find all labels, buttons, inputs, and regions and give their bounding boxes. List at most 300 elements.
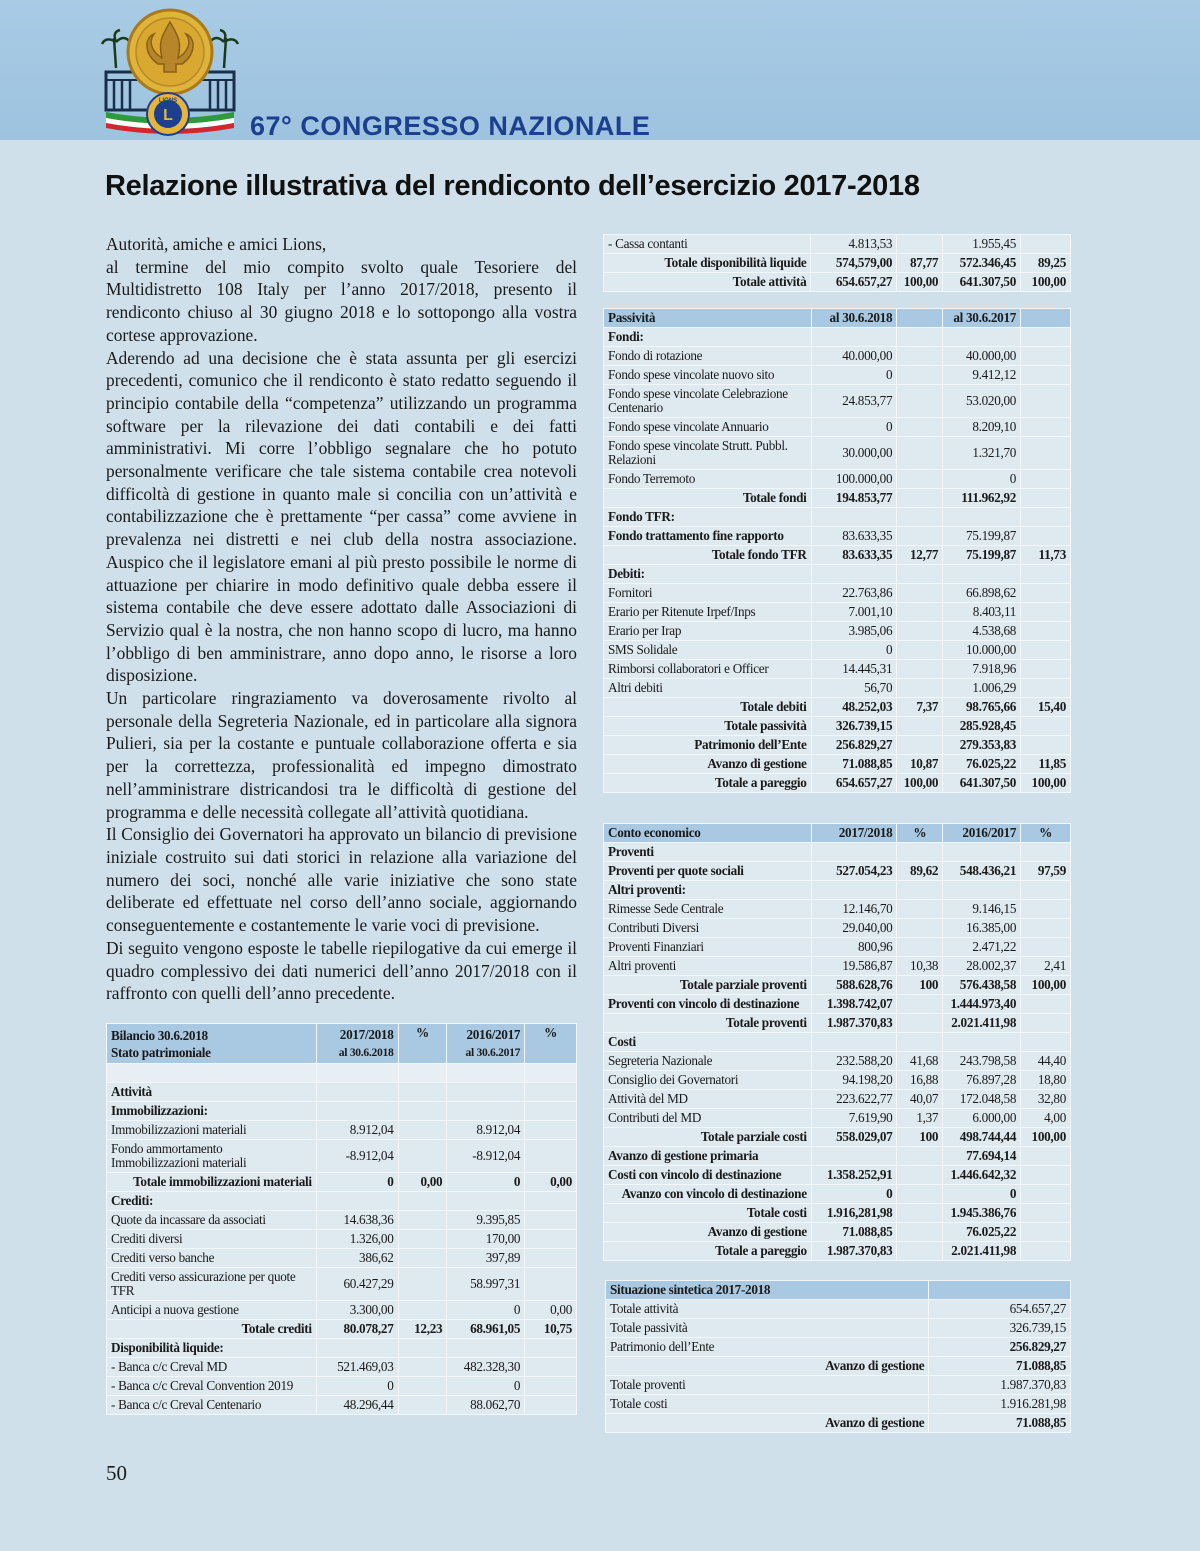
row-value [1021, 736, 1071, 755]
row-value [1021, 347, 1071, 366]
row-value [897, 584, 943, 603]
row-value: 9.395,85 [447, 1210, 525, 1229]
row-value [943, 881, 1021, 900]
row-value [316, 1082, 398, 1101]
row-value [398, 1120, 447, 1139]
row-value: 29.040,00 [811, 919, 897, 938]
row-value [1021, 603, 1071, 622]
row-value: 7.918,96 [943, 660, 1021, 679]
row-value: 256.829,27 [929, 1338, 1071, 1357]
table-row [604, 254, 1071, 273]
row-value [398, 1357, 447, 1376]
row-value [1021, 1204, 1071, 1223]
row-value [1021, 584, 1071, 603]
table-row [604, 976, 1071, 995]
header-cell: % [398, 1024, 447, 1064]
row-value [897, 1147, 943, 1166]
row-value [897, 736, 943, 755]
row-value: 32,80 [1021, 1090, 1071, 1109]
row-label: Proventi [604, 843, 812, 862]
row-value: 0,00 [525, 1172, 577, 1191]
row-label: Crediti verso assicurazione per quote TFR [107, 1267, 317, 1300]
row-value: 8.912,04 [316, 1120, 398, 1139]
row-value: 18,80 [1021, 1071, 1071, 1090]
row-value [1021, 1185, 1071, 1204]
row-value: 75.199,87 [943, 527, 1021, 546]
row-label: - Banca c/c Creval MD [107, 1357, 317, 1376]
row-value [1021, 900, 1071, 919]
row-label: Debiti: [604, 565, 812, 584]
header-cell [897, 309, 943, 328]
intro-paragraph: Il Consiglio dei Governatori ha approvato un bilancio di previsione iniziale costruito sui dati storici in relazione alla variazione del numero dei soci, nonché alle varie iniziative che sono state deliberate ed effettuate nel corso dell’anno sociale, aggiornando conseguentemente e costantemente le varie voci di previsione. [106, 824, 577, 936]
row-label: Attività [107, 1082, 317, 1101]
table-row [604, 489, 1071, 508]
row-value: 548.436,21 [943, 862, 1021, 881]
row-value [1021, 470, 1071, 489]
row-label: Fondo trattamento fine rapporto [604, 527, 812, 546]
row-value: 0 [943, 470, 1021, 489]
row-value: 172.048,58 [943, 1090, 1021, 1109]
row-value [1021, 919, 1071, 938]
row-value: 19.586,87 [811, 957, 897, 976]
row-value: 1.398.742,07 [811, 995, 897, 1014]
row-label: Rimborsi collaboratori e Officer [604, 660, 812, 679]
row-value [525, 1082, 577, 1101]
row-value: 574,579,00 [811, 254, 897, 273]
table-row [604, 1242, 1071, 1261]
row-value: 654.657,27 [811, 774, 897, 793]
row-value: 8.403,11 [943, 603, 1021, 622]
row-value: 14.445,31 [811, 660, 897, 679]
row-value: 285.928,45 [943, 717, 1021, 736]
row-value: 4,00 [1021, 1109, 1071, 1128]
row-value: 44,40 [1021, 1052, 1071, 1071]
row-value [897, 1223, 943, 1242]
row-value [398, 1191, 447, 1210]
row-value: 243.798,58 [943, 1052, 1021, 1071]
table-row [107, 1172, 577, 1191]
row-label: Fondo Terremoto [604, 470, 812, 489]
row-label: Proventi Finanziari [604, 938, 812, 957]
row-value: 9.146,15 [943, 900, 1021, 919]
row-value [398, 1082, 447, 1101]
row-value [1021, 843, 1071, 862]
table-row [107, 1300, 577, 1319]
row-value: 654.657,27 [811, 273, 897, 292]
table-row [604, 622, 1071, 641]
row-value [525, 1210, 577, 1229]
row-value [811, 1147, 897, 1166]
row-value [897, 900, 943, 919]
row-label: Fondi: [604, 328, 812, 347]
row-value: 170,00 [447, 1229, 525, 1248]
row-value: 0 [447, 1300, 525, 1319]
row-label: Anticipi a nuova gestione [107, 1300, 317, 1319]
intro-paragraph: Di seguito vengono esposte le tabelle riepilogative da cui emerge il quadro complessivo dei dati numerici dell’anno 2017/2018 con il raffronto con quelli dell’anno precedente. [106, 937, 577, 1004]
table-row [604, 366, 1071, 385]
row-value: 71.088,85 [811, 1223, 897, 1242]
row-value: 94.198,20 [811, 1071, 897, 1090]
table-row [604, 1166, 1071, 1185]
row-value [897, 1033, 943, 1052]
table-row [604, 995, 1071, 1014]
passivita-table [603, 308, 1071, 793]
row-value: 1.987.370,83 [811, 1014, 897, 1033]
row-value [1021, 679, 1071, 698]
row-value: 100,00 [1021, 273, 1071, 292]
table-row [604, 1204, 1071, 1223]
header-cell: 2016/2017 [943, 824, 1021, 843]
row-value: 498.744,44 [943, 1128, 1021, 1147]
row-value [447, 1191, 525, 1210]
row-value: 24.853,77 [811, 385, 897, 418]
table-row [107, 1139, 577, 1172]
row-value: 41,68 [897, 1052, 943, 1071]
table-row [604, 1223, 1071, 1242]
row-label: Fondo spese vincolate Strutt. Pubbl. Relazioni [604, 437, 812, 470]
table-row [604, 843, 1071, 862]
row-value: 386,62 [316, 1248, 398, 1267]
row-label: Crediti diversi [107, 1229, 317, 1248]
row-value: 1.945.386,76 [943, 1204, 1021, 1223]
row-value: 232.588,20 [811, 1052, 897, 1071]
row-value [897, 527, 943, 546]
row-label: Avanzo di gestione [604, 755, 812, 774]
row-value: 0 [943, 1185, 1021, 1204]
intro-paragraph: Un particolare ringraziamento va doverosamente rivolto al personale della Segreteria Nazionale, ed in particolare alla signora Pulieri, sia per la costante e puntuale collaborazione offerta e sia per la correttezza, professionalità ed impegno dimostrato nell’amministrare districandosi tra le difficoltà di gestione del programma e delle necessità collegate all’attività quotidiana. [106, 688, 577, 822]
situazione-sintetica-table [605, 1280, 1071, 1433]
row-label: Fondo spese vincolate nuovo sito [604, 366, 812, 385]
row-value [1021, 489, 1071, 508]
conto-economico-table [603, 823, 1071, 1261]
row-value: -8.912,04 [316, 1139, 398, 1172]
table-row [606, 1319, 1071, 1338]
table-row [604, 660, 1071, 679]
header-cell: Stato patrimoniale [111, 1044, 211, 1060]
row-value [897, 1185, 943, 1204]
row-label: Fondo TFR: [604, 508, 812, 527]
row-value [1021, 1166, 1071, 1185]
row-value: 0 [811, 1185, 897, 1204]
row-label: Avanzo di gestione primaria [604, 1147, 812, 1166]
row-value [525, 1229, 577, 1248]
row-value: 4.813,53 [811, 235, 897, 254]
table-row [606, 1395, 1071, 1414]
row-label: Avanzo di gestione [606, 1414, 929, 1433]
row-value: 89,25 [1021, 254, 1071, 273]
row-value [897, 919, 943, 938]
row-label: Totale immobilizzazioni materiali [107, 1172, 317, 1191]
row-value: 558.029,07 [811, 1128, 897, 1147]
row-value: 397,89 [447, 1248, 525, 1267]
logo-ring-text: LIONS [158, 98, 178, 104]
row-value [1021, 1223, 1071, 1242]
header-cell: % [1021, 824, 1071, 843]
row-value: 68.961,05 [447, 1319, 525, 1338]
row-value: 56,70 [811, 679, 897, 698]
header-cell: Situazione sintetica 2017-2018 [606, 1281, 929, 1300]
row-value [525, 1139, 577, 1172]
row-value [811, 843, 897, 862]
congress-logo [100, 8, 240, 140]
row-value: 0 [316, 1376, 398, 1395]
row-value: 40.000,00 [943, 347, 1021, 366]
table-row [604, 1128, 1071, 1147]
row-value [525, 1248, 577, 1267]
table-row [604, 470, 1071, 489]
row-value: 0,00 [525, 1300, 577, 1319]
table-row [606, 1300, 1071, 1319]
row-value [1021, 437, 1071, 470]
row-value [447, 1338, 525, 1357]
row-value: 223.622,77 [811, 1090, 897, 1109]
row-label: Fondo ammortamento Immobilizzazioni materiali [107, 1139, 317, 1172]
row-label: Fondo di rotazione [604, 347, 812, 366]
row-value [525, 1357, 577, 1376]
page-title: Relazione illustrativa del rendiconto dell’esercizio 2017-2018 [105, 170, 920, 202]
row-value [897, 385, 943, 418]
row-value [1021, 1014, 1071, 1033]
row-value: 100,00 [897, 273, 943, 292]
row-value [897, 679, 943, 698]
row-value [897, 1014, 943, 1033]
row-value: 12,77 [897, 546, 943, 565]
row-value: 80.078,27 [316, 1319, 398, 1338]
row-value: 100.000,00 [811, 470, 897, 489]
row-value: 194.853,77 [811, 489, 897, 508]
row-value: 10,38 [897, 957, 943, 976]
intro-paragraph: Aderendo ad una decisione che è stata assunta per gli esercizi precedenti, comunico che il rendiconto è stato redatto seguendo il principio contabile della “competenza” utilizzando un programma software per la rilevazione dei dati contabili e dei fatti amministrativi. Mi corre l’obbligo segnalare che ho potuto personalmente verificare che tale sistema contabile crea notevoli difficoltà di gestione in quanto male si concilia con un’attività e contabilizzazione che è prettamente “per cassa” come avviene in prevalenza nei distretti e nei club della nostra associazione. Auspico che il legislatore emani al più presto possibile le norme di attuazione per chiarire in modo definitivo quale debba essere il sistema contabile che deve essere adottato dalle Associazioni di Servizio qual è la nostra, che non hanno scopo di lucro, ma hanno l’obbligo di ben amministrare, anno dopo anno, le risorse a loro disposizione. [106, 347, 577, 686]
header-cell: Passività [604, 309, 812, 328]
row-value: 76.897,28 [943, 1071, 1021, 1090]
row-label: Totale fondi [604, 489, 812, 508]
table-row [604, 1014, 1071, 1033]
table-row [604, 1185, 1071, 1204]
table-row [604, 418, 1071, 437]
row-value: 75.199,87 [943, 546, 1021, 565]
intro-paragraph: al termine del mio compito svolto quale Tesoriere del Multidistretto 108 Italy per l’anno 2017/2018, presento il rendiconto chiuso al 30 giugno 2018 e lo sottopongo alla vostra cortese approvazione. [106, 256, 577, 345]
header-cell: % [897, 824, 943, 843]
table-row [107, 1120, 577, 1139]
row-value [897, 622, 943, 641]
row-label: Totale attività [604, 273, 811, 292]
row-label: Altri debiti [604, 679, 812, 698]
table-row [604, 273, 1071, 292]
row-value [525, 1064, 577, 1083]
row-value: 100,00 [1021, 774, 1071, 793]
row-value [897, 717, 943, 736]
header-cell [1021, 309, 1071, 328]
row-value: 326.739,15 [929, 1319, 1071, 1338]
row-value [1021, 1033, 1071, 1052]
row-label: Consiglio dei Governatori [604, 1071, 812, 1090]
row-value: 83.633,35 [811, 546, 897, 565]
row-label: Altri proventi: [604, 881, 812, 900]
row-label: Erario per Irap [604, 622, 812, 641]
row-value [897, 366, 943, 385]
table-row [604, 1033, 1071, 1052]
row-label: Totale a pareggio [604, 774, 812, 793]
row-value: 527.054,23 [811, 862, 897, 881]
row-value [398, 1064, 447, 1083]
row-value: 482.328,30 [447, 1357, 525, 1376]
row-label: Immobilizzazioni: [107, 1101, 317, 1120]
header-cell: al 30.6.2017 [943, 309, 1021, 328]
row-value: 89,62 [897, 862, 943, 881]
row-label: Crediti: [107, 1191, 317, 1210]
row-value [398, 1139, 447, 1172]
row-value [811, 1033, 897, 1052]
row-value: 15,40 [1021, 698, 1071, 717]
row-label: Fondo spese vincolate Annuario [604, 418, 812, 437]
row-value: 83.633,35 [811, 527, 897, 546]
table-row [606, 1414, 1071, 1433]
row-label: Rimesse Sede Centrale [604, 900, 812, 919]
row-value [1021, 418, 1071, 437]
row-value [897, 660, 943, 679]
table-row [604, 881, 1071, 900]
row-value: 88.062,70 [447, 1395, 525, 1414]
row-value: 2.471,22 [943, 938, 1021, 957]
row-value: 12.146,70 [811, 900, 897, 919]
row-value: 14.638,36 [316, 1210, 398, 1229]
row-value [1021, 881, 1071, 900]
table-row [604, 1147, 1071, 1166]
logo-letter: L [163, 107, 173, 124]
bilancio-attivita-table [106, 1023, 577, 1415]
row-value: 1.916,281,98 [811, 1204, 897, 1223]
row-value [1021, 565, 1071, 584]
row-value: 2,41 [1021, 957, 1071, 976]
row-value [811, 508, 897, 527]
row-value: 3.300,00 [316, 1300, 398, 1319]
row-value: 256.829,27 [811, 736, 897, 755]
row-value [447, 1064, 525, 1083]
row-value: 2.021.411,98 [943, 1242, 1021, 1261]
table-row [604, 1052, 1071, 1071]
row-value [943, 328, 1021, 347]
row-label: Fornitori [604, 584, 812, 603]
table-row [604, 957, 1071, 976]
table-row [107, 1210, 577, 1229]
row-value: 1.321,70 [943, 437, 1021, 470]
table-row [604, 603, 1071, 622]
row-value: 98.765,66 [943, 698, 1021, 717]
row-value [897, 995, 943, 1014]
table-row [604, 235, 1071, 254]
row-value: 40.000,00 [811, 347, 897, 366]
row-value: 48.296,44 [316, 1395, 398, 1414]
row-value [1021, 938, 1071, 957]
row-label: Totale parziale costi [604, 1128, 812, 1147]
table-row [604, 698, 1071, 717]
row-value [525, 1191, 577, 1210]
table-row [604, 679, 1071, 698]
row-value: 326.739,15 [811, 717, 897, 736]
table-row [604, 508, 1071, 527]
row-label: Attività del MD [604, 1090, 812, 1109]
table-header-row [606, 1281, 1071, 1300]
row-label: Totale costi [606, 1395, 929, 1414]
row-value: 1.987.370,83 [811, 1242, 897, 1261]
row-value [897, 418, 943, 437]
row-value: 1.955,45 [943, 235, 1021, 254]
table-row [604, 774, 1071, 793]
table-row [107, 1338, 577, 1357]
row-value [525, 1338, 577, 1357]
table-row [604, 1071, 1071, 1090]
row-label: Totale passività [606, 1319, 929, 1338]
row-label: Totale parziale proventi [604, 976, 812, 995]
row-label: Totale a pareggio [604, 1242, 812, 1261]
row-value [525, 1267, 577, 1300]
row-value [897, 843, 943, 862]
row-label: Disponibilità liquide: [107, 1338, 317, 1357]
row-value [943, 1033, 1021, 1052]
row-value: 588.628,76 [811, 976, 897, 995]
row-value: 521.469,03 [316, 1357, 398, 1376]
table-row [107, 1229, 577, 1248]
row-label: Altri proventi [604, 957, 812, 976]
row-value: 11,73 [1021, 546, 1071, 565]
row-value [1021, 508, 1071, 527]
row-label [107, 1064, 317, 1083]
row-value: 10.000,00 [943, 641, 1021, 660]
row-value [525, 1395, 577, 1414]
row-label: Contributi Diversi [604, 919, 812, 938]
row-value: 2.021.411,98 [943, 1014, 1021, 1033]
row-label: Totale fondo TFR [604, 546, 812, 565]
table-row [604, 385, 1071, 418]
row-value: 77.694,14 [943, 1147, 1021, 1166]
header-cell: Conto economico [604, 824, 812, 843]
row-label: Crediti verso banche [107, 1248, 317, 1267]
row-value: 100,00 [1021, 976, 1071, 995]
row-value [398, 1267, 447, 1300]
row-value [398, 1229, 447, 1248]
row-value [1021, 717, 1071, 736]
row-value [897, 508, 943, 527]
row-value [897, 437, 943, 470]
row-value: 4.538,68 [943, 622, 1021, 641]
row-value [316, 1338, 398, 1357]
row-label: Costi con vincolo di destinazione [604, 1166, 812, 1185]
row-value: 7.619,90 [811, 1109, 897, 1128]
table-row [604, 755, 1071, 774]
row-value: 100,00 [1021, 1128, 1071, 1147]
row-value: 576.438,58 [943, 976, 1021, 995]
row-value [897, 470, 943, 489]
row-value [897, 235, 943, 254]
table-row [107, 1267, 577, 1300]
row-value [398, 1101, 447, 1120]
row-value [1021, 366, 1071, 385]
row-value [525, 1101, 577, 1120]
row-label: Erario per Ritenute Irpef/Inps [604, 603, 812, 622]
table-header-row [604, 824, 1071, 843]
row-value: 48.252,03 [811, 698, 897, 717]
row-value: 1.358.252,91 [811, 1166, 897, 1185]
page-number: 50 [106, 1461, 127, 1485]
row-value [897, 881, 943, 900]
row-value [897, 938, 943, 957]
row-value: 9.412,12 [943, 366, 1021, 385]
row-value: 8.209,10 [943, 418, 1021, 437]
row-value [811, 565, 897, 584]
attivita-continued-table [603, 234, 1071, 292]
row-value: 97,59 [1021, 862, 1071, 881]
table-row [606, 1376, 1071, 1395]
